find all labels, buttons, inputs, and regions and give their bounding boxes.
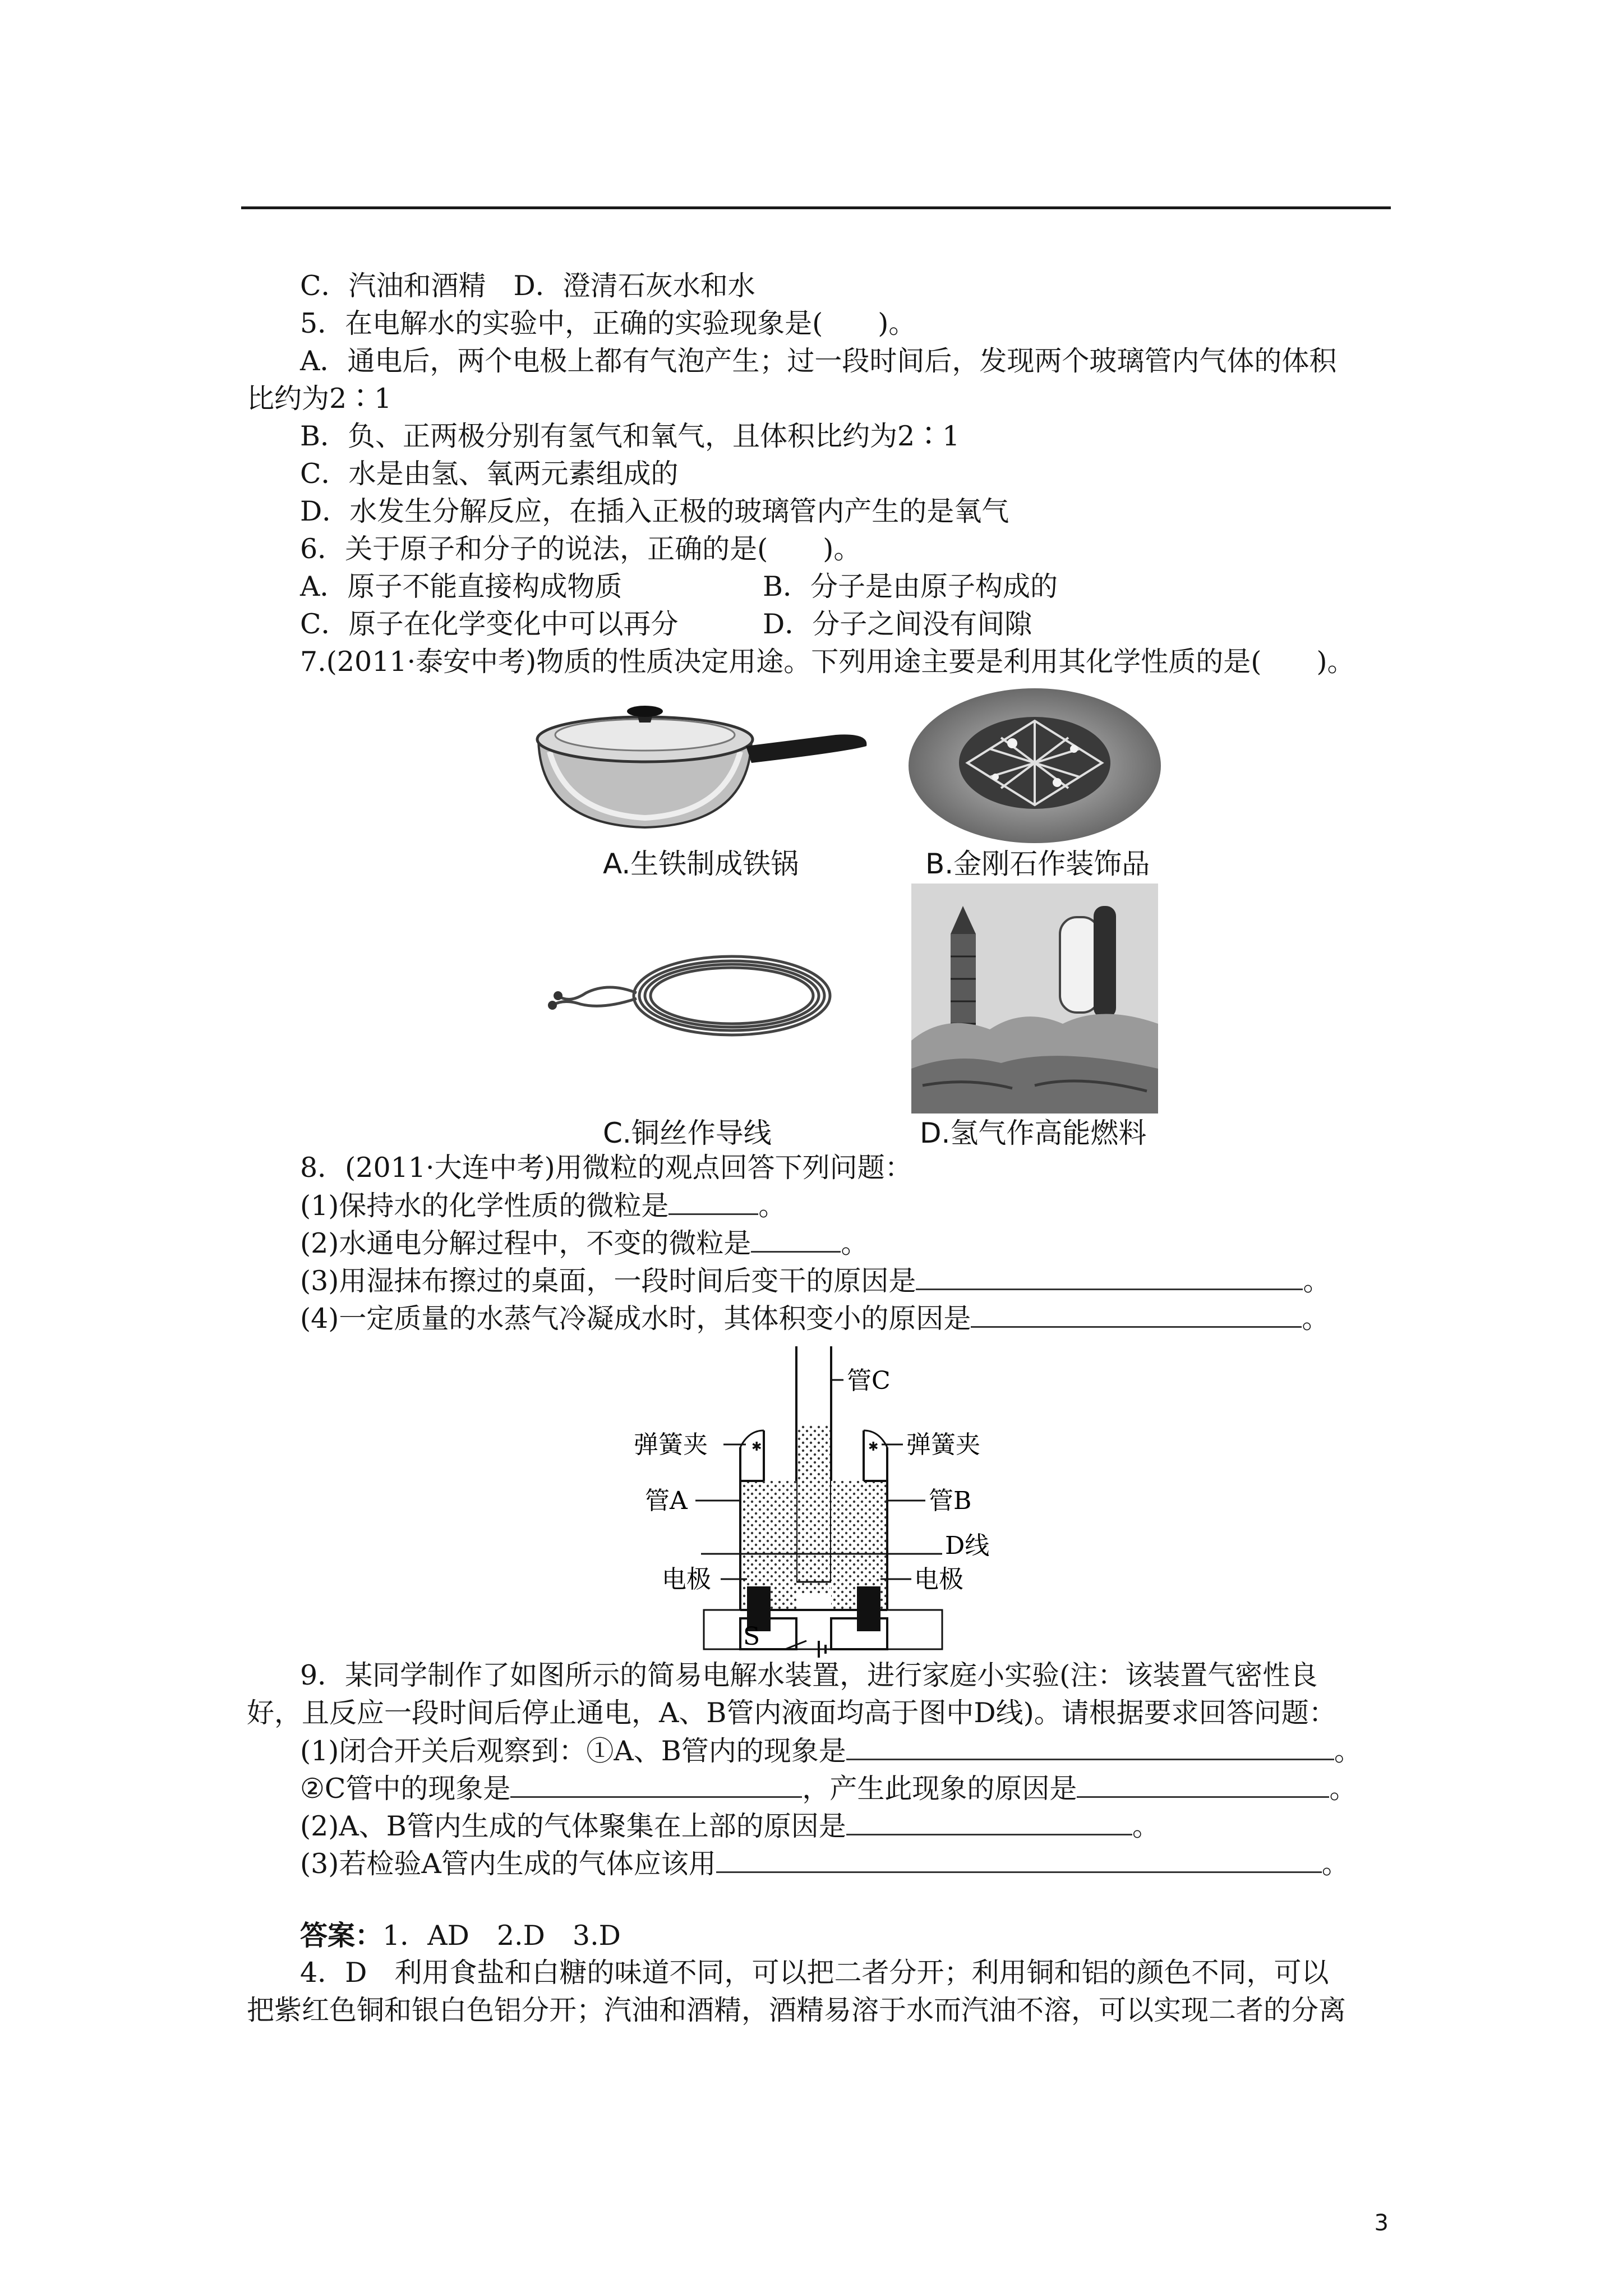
answer-4-line1: 4．D 利用食盐和白糖的味道不同，可以把二者分开；利用铜和铝的颜色不同，可以 [300,1957,1329,1989]
q9-part1b-text: ②C管中的现象是 [300,1773,511,1805]
q9-blank-2[interactable] [510,1772,802,1798]
q8-blank-4[interactable] [971,1301,1302,1328]
q8-blank-2[interactable] [751,1226,841,1253]
q8-blank-1[interactable] [668,1189,758,1215]
q9-part1 [300,1734,1362,1768]
q9-part1b-mid: ，产生此现象的原因是 [802,1773,1077,1805]
q7-caption-b: B.金刚石作装饰品 [925,848,1150,880]
label-electrode-right: 电极 [914,1565,963,1594]
q8-part2-text: (2)水通电分解过程中，不变的微粒是 [300,1227,751,1259]
label-switch: S [743,1622,760,1651]
q5-option-d: D．水发生分解反应，在插入正极的玻璃管内产生的是氧气 [300,495,1009,527]
q5-stem: 5．在电解水的实验中，正确的实验现象是( )。 [300,307,916,339]
diamond-image [906,687,1164,844]
header-rule [241,206,1391,209]
q8-part1-end: 。 [758,1190,786,1222]
q8-blank-3[interactable] [916,1264,1303,1290]
page-number: 3 [1374,2210,1389,2236]
q5-option-a-line2: 比约为2∶1 [247,383,392,415]
q5-option-c: C．水是由氢、氧两元素组成的 [300,458,679,490]
q9-part1b-end: 。 [1329,1773,1357,1805]
q7-caption-d: D.氢气作高能燃料 [920,1117,1147,1149]
q9-blank-4[interactable] [846,1809,1132,1835]
q9-part1-text: (1)闭合开关后观察到：①A、B管内的现象是 [300,1735,846,1767]
q9-part2-text: (2)A、B管内生成的气体聚集在上部的原因是 [300,1810,846,1842]
q8-part4-end: 。 [1302,1303,1330,1335]
label-tube-b: 管B [929,1487,972,1515]
q6-option-b: B．分子是由原子构成的 [763,570,1058,602]
q9-part1-end: 。 [1334,1735,1362,1767]
svg-text:✱: ✱ [751,1440,762,1454]
tube-a [740,1430,796,1610]
q9-part2-end: 。 [1132,1810,1160,1842]
q6-option-a: A．原子不能直接构成物质 [300,570,623,602]
q8-part3-text: (3)用湿抹布擦过的桌面，一段时间后变干的原因是 [300,1265,916,1297]
electrolysis-apparatus-diagram [628,1346,1032,1660]
q8-part2-end: 。 [841,1227,869,1259]
q9-part3 [300,1847,1349,1881]
q5-option-a-line1: A．通电后，两个电极上都有气泡产生；过一段时间后，发现两个玻璃管内气体的体积 [300,345,1337,377]
q8-part2 [300,1226,868,1260]
q8-part1-text: (1)保持水的化学性质的微粒是 [300,1190,669,1222]
label-clip-right: 弹簧夹 [906,1430,980,1459]
q7-caption-a: A.生铁制成铁锅 [603,848,799,880]
label-d-line: D线 [945,1531,990,1560]
q4-options-cd: C．汽油和酒精 D．澄清石灰水和水 [300,270,755,302]
label-tube-a: 管A [645,1487,688,1515]
label-tube-c: 管C [847,1366,891,1395]
q9-blank-5[interactable] [716,1847,1322,1873]
q8-part4-text: (4)一定质量的水蒸气冷凝成水时，其体积变小的原因是 [300,1303,971,1335]
rocket-launch-image [911,884,1158,1114]
q9-part2 [300,1809,1160,1843]
q9-part3-end: 。 [1321,1848,1349,1880]
q8-part1 [300,1189,786,1223]
q6-option-c: C．原子在化学变化中可以再分 [300,608,679,640]
q9-blank-1[interactable] [846,1734,1334,1760]
q9-stem-line2: 好，且反应一段时间后停止通电，A、B管内液面均高于图中D线)。请根据要求回答问题： [247,1697,1336,1729]
answers-label: 答案： [300,1919,383,1952]
q6-stem: 6．关于原子和分子的说法，正确的是( )。 [300,533,861,565]
q9-stem-line1: 9．某同学制作了如图所示的简易电解水装置，进行家庭小实验(注：该装置气密性良 [300,1659,1318,1691]
q5-option-b: B．负、正两极分别有氢气和氧气，且体积比约为2∶1 [300,420,960,452]
q7-caption-c: C.铜丝作导线 [603,1117,772,1149]
svg-text:✱: ✱ [868,1440,879,1454]
q8-stem: 8．(2011·大连中考)用微粒的观点回答下列问题： [300,1152,912,1184]
q8-part4 [300,1301,1329,1336]
q8-part3-end: 。 [1303,1265,1331,1297]
wok-image [533,690,869,836]
q8-part3 [300,1264,1330,1298]
tube-b [831,1430,887,1610]
answer-4-line2: 把紫红色铜和银白色铝分开；汽油和酒精，酒精易溶于水而汽油不溶，可以实现二者的分离 [247,1994,1347,2026]
tube-c [796,1346,831,1593]
label-clip-left: 弹簧夹 [634,1430,708,1459]
copper-wire-image [547,942,838,1055]
q6-option-d: D．分子之间没有间隙 [763,608,1032,640]
answers-1-3: 1．AD 2.D 3.D [382,1920,621,1952]
label-electrode-left: 电极 [662,1565,711,1594]
q9-blank-3[interactable] [1077,1772,1329,1798]
q7-stem: 7.(2011·泰安中考)物质的性质决定用途。下列用途主要是利用其化学性质的是( )。 [300,646,1355,678]
answers-line1 [300,1918,621,1953]
q9-part1b [300,1772,1357,1806]
q9-part3-text: (3)若检验A管内生成的气体应该用 [300,1848,716,1880]
